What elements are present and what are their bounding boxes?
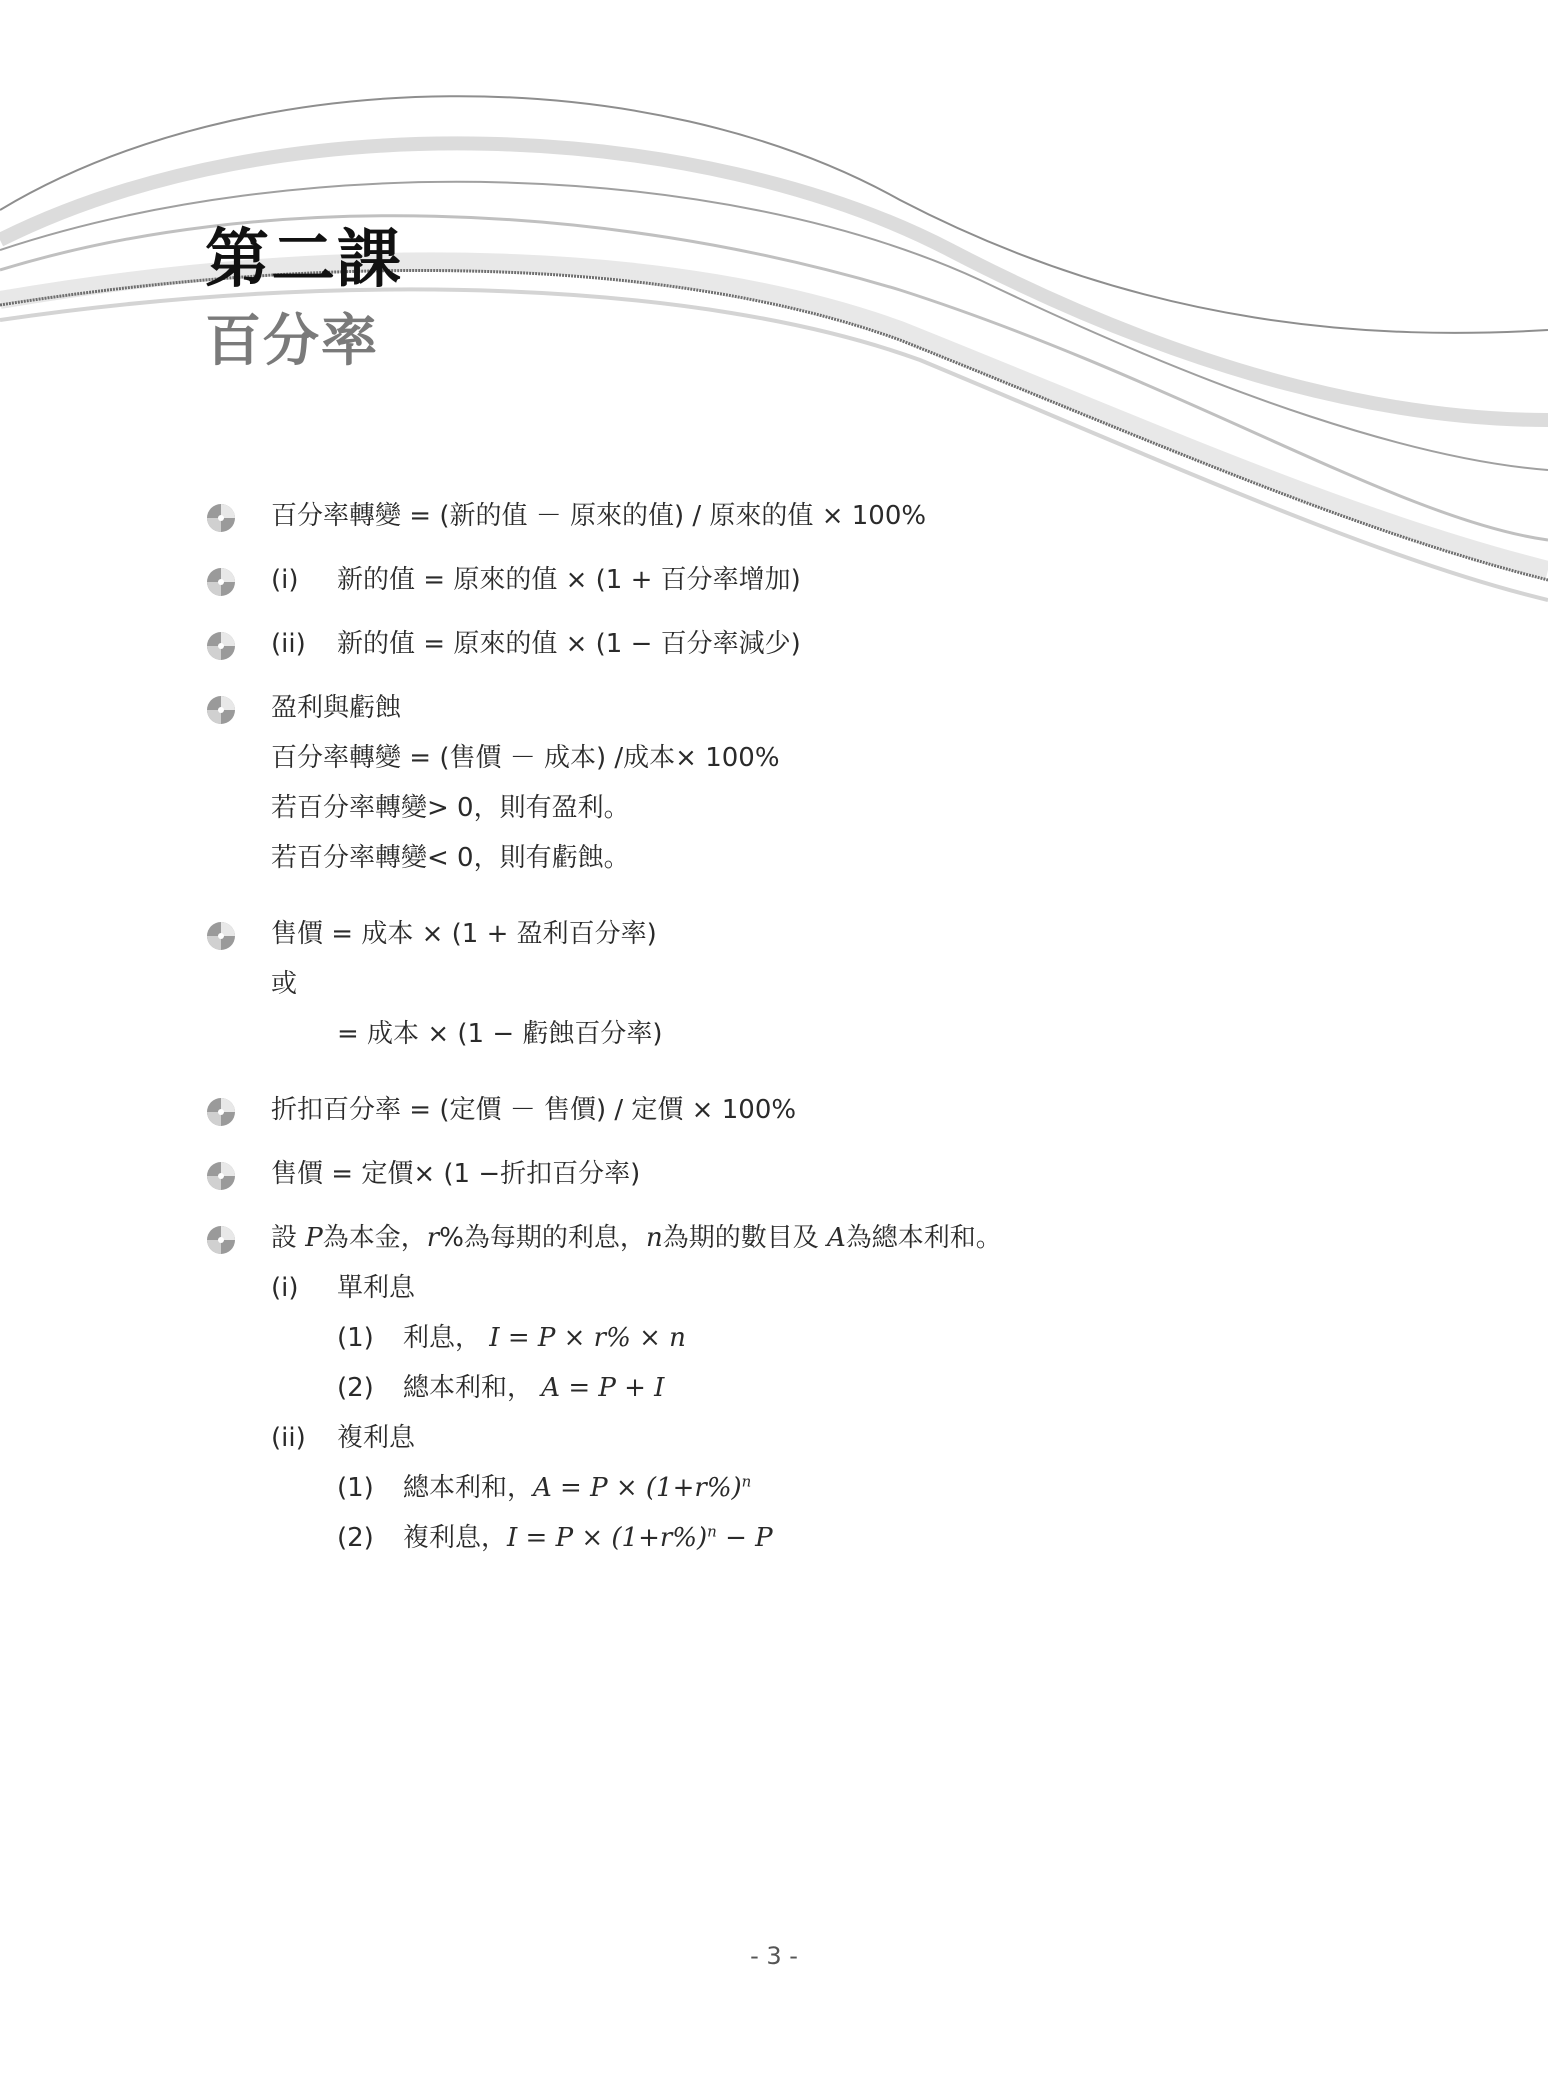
interest-definition — [271, 1220, 1405, 1270]
formula-rhs: = (新的值 － 原來的值) / 原來的值 × 100% — [409, 501, 927, 531]
disc-bullet-icon — [205, 566, 237, 598]
item-index: (i) — [271, 565, 299, 595]
intro-text: 為本金， — [322, 1223, 427, 1253]
or-label: 或 — [271, 969, 298, 999]
item-index: (1) — [337, 1323, 374, 1353]
intro-text: %為每期的利息， — [439, 1223, 646, 1253]
formula-expression: I = P × (1+r%) — [507, 1523, 708, 1553]
disc-bullet-icon — [205, 502, 237, 534]
title-block — [205, 223, 403, 374]
simple-interest-formula — [271, 1320, 1405, 1370]
formula-text: 新的值 = 原來的值 × (1 − 百分率減少) — [337, 629, 801, 659]
list-item-increase — [205, 562, 1405, 600]
decrease-formula — [271, 626, 1405, 664]
selling-price-profit-formula: 售價 = 成本 × (1 + 盈利百分率) — [271, 919, 657, 949]
formula-exponent: n — [741, 1472, 752, 1491]
compound-interest-formula — [271, 1520, 1405, 1570]
page-number: - 3 - — [750, 1942, 798, 1970]
selling-price-loss-formula: = 成本 × (1 − 虧蝕百分率) — [337, 1019, 663, 1049]
list-item-selling-discount — [205, 1156, 1405, 1194]
list-item-decrease — [205, 626, 1405, 664]
item-index: (ii) — [271, 1423, 306, 1453]
discount-formula: 折扣百分率 = (定價 － 售價) / 定價 × 100% — [271, 1095, 797, 1125]
var-r: r — [426, 1223, 440, 1253]
var-A: A — [826, 1223, 846, 1253]
intro-text: 設 — [271, 1223, 306, 1253]
var-P: P — [305, 1223, 323, 1253]
formula-lhs: 百分率轉變 — [271, 501, 402, 531]
formula-label: 總本利和， — [403, 1473, 534, 1503]
disc-bullet-icon — [205, 1096, 237, 1128]
formula-label: 總本利和， — [403, 1373, 534, 1403]
disc-bullet-icon — [205, 694, 237, 726]
compound-interest-label: 複利息 — [337, 1423, 416, 1453]
percentage-change-formula — [271, 498, 1405, 536]
formula-text: 新的值 = 原來的值 × (1 + 百分率增加) — [337, 565, 801, 595]
item-index: (2) — [337, 1373, 374, 1403]
item-index: (ii) — [271, 629, 306, 659]
disc-bullet-icon — [205, 1160, 237, 1192]
list-item-interest — [205, 1220, 1405, 1570]
item-index: (i) — [271, 1273, 299, 1303]
var-n: n — [645, 1223, 663, 1253]
compound-interest-heading — [271, 1420, 1405, 1470]
item-index: (1) — [337, 1473, 374, 1503]
compound-total-formula — [271, 1470, 1405, 1520]
disc-bullet-icon — [205, 920, 237, 952]
simple-interest-label: 單利息 — [337, 1273, 416, 1303]
formula-exponent: n — [707, 1522, 717, 1541]
formula-tail: − P — [716, 1523, 773, 1553]
item-index: (2) — [337, 1523, 374, 1553]
formula-expression: A = P × (1+r%) — [533, 1473, 742, 1503]
list-item-selling-price — [205, 916, 1405, 1066]
profit-heading: 盈利與虧蝕 — [271, 693, 402, 723]
disc-bullet-icon — [205, 1224, 237, 1256]
profit-condition: 若百分率轉變> 0，則有盈利。 — [271, 793, 630, 823]
list-item-profit-loss — [205, 690, 1405, 890]
list-item-percentage-change — [205, 498, 1405, 536]
intro-text: 為期的數目及 — [662, 1223, 827, 1253]
profit-formula: 百分率轉變 = (售價 － 成本) /成本× 100% — [271, 743, 780, 773]
formula-expression: A = P + I — [541, 1373, 665, 1403]
formula-label: 複利息， — [403, 1523, 508, 1553]
lesson-subtitle: 百分率 — [205, 309, 379, 374]
simple-total-formula — [271, 1370, 1405, 1420]
intro-text: 為總本利和。 — [845, 1223, 1002, 1253]
simple-interest-heading — [271, 1270, 1405, 1320]
list-item-discount — [205, 1092, 1405, 1130]
formula-list — [205, 498, 1405, 1596]
formula-label: 利息， — [403, 1323, 482, 1353]
lesson-title: 第二課 — [205, 223, 403, 297]
loss-condition: 若百分率轉變< 0，則有虧蝕。 — [271, 843, 630, 873]
formula-expression: I = P × r% × n — [489, 1323, 686, 1353]
selling-discount-formula: 售價 = 定價× (1 −折扣百分率) — [271, 1159, 641, 1189]
increase-formula — [271, 562, 1405, 600]
disc-bullet-icon — [205, 630, 237, 662]
